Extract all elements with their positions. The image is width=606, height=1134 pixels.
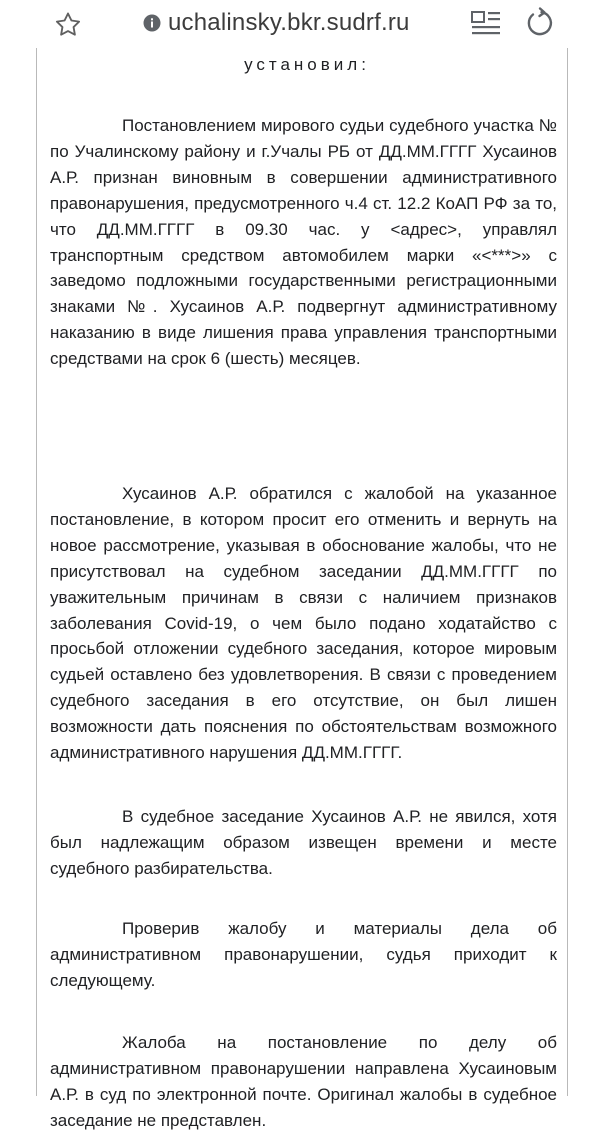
paragraph-absence: В судебное заседание Хусаинов А.Р. не явился, хотя был надлежащим образом извещен времени и месте судебного разбирательства. bbox=[50, 807, 557, 878]
document-heading: установил: bbox=[244, 55, 370, 74]
address-bar-url[interactable]: uchalinsky.bkr.sudrf.ru bbox=[168, 9, 410, 36]
document-page bbox=[36, 48, 568, 1130]
browser-toolbar bbox=[0, 0, 606, 48]
bookmark-button[interactable] bbox=[52, 9, 84, 41]
paragraph-review: Проверив жалобу и материалы дела об административном правонарушении, судья приходит к следующему. bbox=[50, 919, 557, 990]
paragraph-ruling: Постановлением мирового судьи судебного участка № по Учалинскому району и г.Учалы РБ от ДД.ММ.ГГГГ Хусаинов А.Р. признан виновным в совершении административного правонарушения, предусмотренного ч.4 ст. 12.2 КоАП РФ за то, что ДД.ММ.ГГГГ в 09.30 час. у <адрес>, управлял транспортным средством автомобилем марки «<***>» с заведомо подложными государственными регистрационными знаками №. Хусаинов А.Р. подвергнут административному наказанию в виде лишения права управления транспортными средствами на срок 6 (шесть) месяцев. bbox=[50, 116, 557, 369]
paragraph-submission: Жалоба на постановление по делу об административном правонарушении направлена Хусаиновым А.Р. в суд по электронной почте. Оригинал жалобы в судебное заседание не представлен. bbox=[50, 1033, 557, 1130]
star-icon bbox=[53, 10, 83, 40]
paragraph-complaint: Хусаинов А.Р. обратился с жалобой на указанное постановление, в котором просит его отменить и вернуть на новое рассмотрение, указывая в обоснование жалобы, что не присутствовал на судебном заседании ДД.ММ.ГГГГ по уважительным причинам в связи с наличием признаков заболевания Covid-19, о чем было подано ходатайство с просьбой отложении судебного заседания, которое мировым судьей оставлено без удовлетворения. В связи с проведением судебного заседания в его отсутствие, он был лишен возможности дать пояснения по обстоятельствам возможного административного нарушения ДД.ММ.ГГГГ. bbox=[50, 484, 557, 763]
reload-icon[interactable] bbox=[523, 7, 555, 39]
info-icon[interactable] bbox=[143, 14, 161, 32]
reader-mode-icon[interactable] bbox=[470, 9, 502, 39]
